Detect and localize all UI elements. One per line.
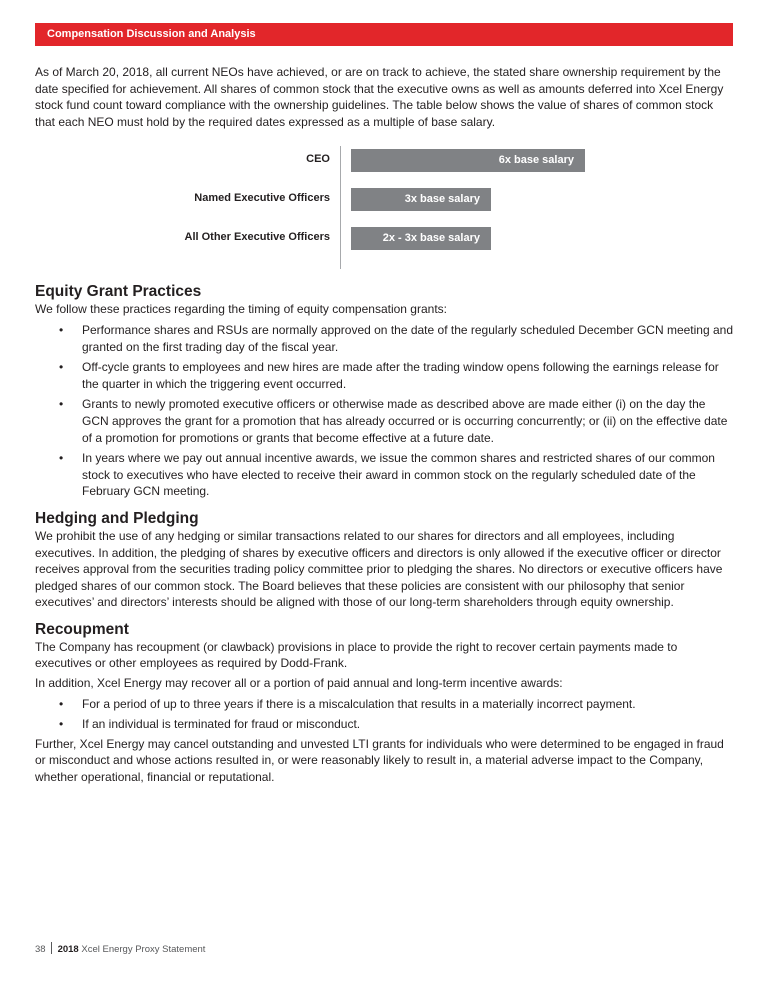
hedging-body: We prohibit the use of any hedging or similar transactions related to our shares for directors and all employees, including executives. In addition, the pledging of shares by executive officers and directors is only allowed if the executive officer or director receives approval from the securities trading policy committee prior to pledging the shares. No directors or executive officers have pledged shares of our common stock. The Board believes that these policies are consistent with our philosophy that senior executives’ and directors’ interests should be aligned with those of our long-term shareholders through equity ownership. [35, 528, 723, 610]
equity-grant-list [35, 322, 735, 500]
chart-row [35, 227, 735, 250]
list-item: • If an individual is terminated for fraud or misconduct. [59, 717, 361, 732]
section-title: Compensation Discussion and Analysis [47, 28, 256, 40]
category-label: All Other Executive Officers [184, 231, 330, 244]
recoupment-list [35, 696, 735, 733]
chart-row [35, 188, 735, 211]
bullet-icon: • [59, 717, 64, 732]
bullet-icon: • [59, 696, 64, 711]
bullet-icon: • [59, 322, 64, 337]
page-number: 38 [35, 944, 46, 955]
list-item: • Grants to newly promoted executive officers or otherwise made as described above are made either (i) on the day the GCN approves the grant for a promotion that has already occurred or is occurring concurrently; or (ii) on the effective date of a promotion for promotions or grants that become effective at a future date. [59, 397, 728, 445]
list-item: • For a period of up to three years if there is a miscalculation that results in a materially incorrect payment. [59, 696, 636, 711]
chart-row [35, 149, 735, 172]
bar [351, 188, 491, 211]
bullet-icon: • [59, 451, 64, 466]
equity-grant-lead: We follow these practices regarding the timing of equity compensation grants: [35, 302, 447, 317]
equity-grant-heading: Equity Grant Practices [35, 283, 202, 301]
bar-value-label: 6x base salary [498, 154, 574, 167]
recoupment-body-2: In addition, Xcel Energy may recover all or a portion of paid annual and long-term incentive awards: [35, 676, 563, 691]
bullet-icon: • [59, 360, 64, 375]
footer-divider [51, 942, 52, 954]
bullet-icon: • [59, 397, 64, 412]
hedging-section [35, 509, 735, 611]
list-item: • Off-cycle grants to employees and new hires are made after the trading window opens following the earnings release for the quarter in which the triggering event occurred. [59, 360, 719, 391]
category-label: Named Executive Officers [194, 192, 330, 205]
footer-year: 2018 [57, 944, 79, 955]
recoupment-body-3: Further, Xcel Energy may cancel outstanding and unvested LTI grants for individuals who were determined to be engaged in fraud or misconduct and whose actions resulted in, or were reasonably likely to result in, a material adverse impact to the Company, whether operational, financial or reputational. [35, 736, 724, 785]
footer-doc-title: Xcel Energy Proxy Statement [81, 944, 206, 955]
recoupment-heading: Recoupment [35, 620, 129, 638]
bar [351, 149, 585, 172]
hedging-heading: Hedging and Pledging [35, 509, 199, 527]
recoupment-body-1: The Company has recoupment (or clawback) provisions in place to provide the right to recover certain payments made to executives or other employees as required by Dodd-Frank. [35, 639, 678, 671]
list-item: • In years where we pay out annual incentive awards, we issue the common shares and restricted shares of our common stock to executives who have elected to receive their award in common stock on the regularly scheduled date of the February GCN meeting. [59, 451, 715, 499]
intro-paragraph: As of March 20, 2018, all current NEOs have achieved, or are on track to achieve, the stated share ownership requirement by the date specified for achievement. All shares of common stock that the executive owns as well as amounts deferred into Xcel Energy stock fund count toward compliance with the ownership guidelines. The table below shows the value of shares of common stock that each NEO must hold by the required dates expressed as a multiple of base salary. [35, 65, 724, 129]
page-footer [35, 942, 205, 955]
list-item: • Performance shares and RSUs are normally approved on the date of the regularly scheduled December GCN meeting and granted on the first trading day of the fiscal year. [59, 322, 734, 354]
bar [351, 227, 491, 250]
equity-grant-section [35, 282, 735, 500]
bar-value-label: 2x - 3x base salary [382, 232, 480, 245]
recoupment-section [35, 620, 735, 786]
section-header-bar [35, 23, 733, 46]
page-content [35, 64, 735, 786]
category-label: CEO [306, 153, 330, 166]
bar-value-label: 3x base salary [404, 193, 480, 206]
ownership-requirement-chart [35, 140, 735, 273]
